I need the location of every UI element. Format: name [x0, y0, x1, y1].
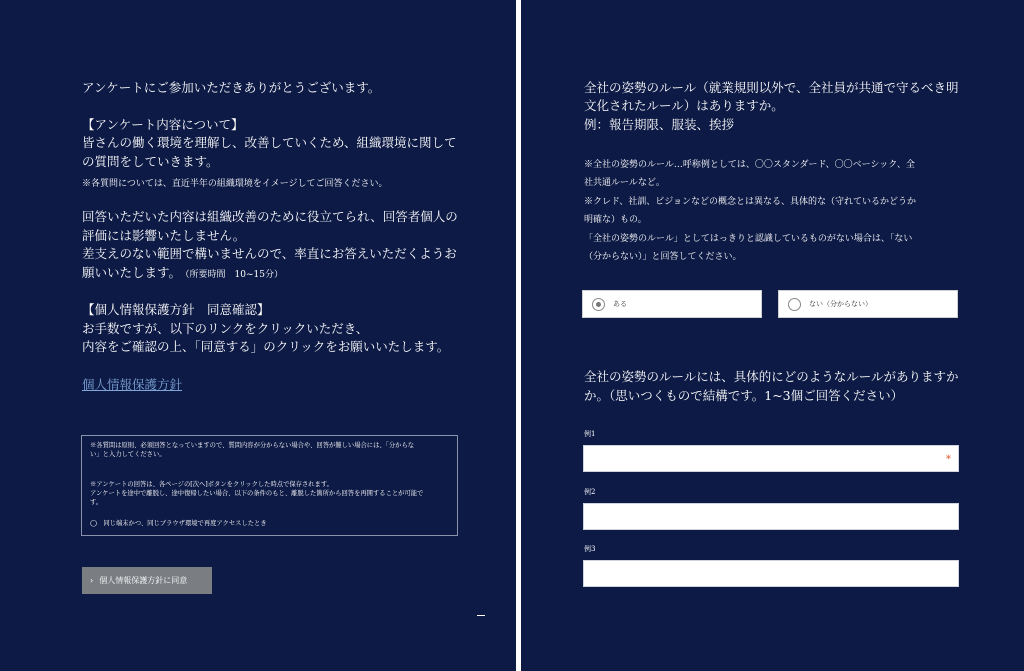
question-1-note: 明確な）もの。 [584, 215, 647, 225]
radio-option-label: ある [613, 300, 627, 308]
question-2-line: 全社の姿勢のルールには、具体的にどのようなルールがありますか [584, 369, 959, 384]
radio-unselected-icon [788, 298, 801, 311]
question-1-example: 例：報告期限、服装、挨拶 [584, 117, 735, 132]
question-1-note: 社共通ルールなど。 [584, 178, 665, 188]
privacy-policy-link[interactable]: 個人情報保護方針 [82, 377, 183, 392]
question-2-line: か。（思いつくもので結構です。1~3個ご回答ください） [584, 388, 904, 403]
privacy-heading: 【個人情報保護方針 同意確認】 [82, 302, 270, 317]
notice-box [81, 435, 458, 536]
question-1-line: 文化されたルール）はありますか。 [584, 98, 784, 113]
chevron-right-icon: › [90, 576, 94, 585]
question-1-note: ※クレド、社訓、ビジョンなどの概念とは異なる、具体的な（守れているかどうか [584, 197, 917, 207]
example-2-label: 例2 [584, 488, 596, 496]
agree-privacy-button[interactable] [82, 567, 212, 594]
about-note: ※各質問については、直近半年の組織環境をイメージしてご回答ください。 [82, 179, 388, 189]
answer-text: 願いいたします。 [82, 265, 182, 280]
required-mark: * [946, 454, 951, 465]
notice-line: ※各質問は原則、必須回答となっていますので、質問内容が分からない場合や、回答が難しい場合には、「分からな [90, 442, 415, 449]
answer-text-line: 回答いただいた内容は組織改善のために役立てられ、回答者個人の [82, 209, 458, 224]
question-1-note: （分からない）」と回答してください。 [584, 252, 742, 262]
example-2-input[interactable] [583, 503, 959, 530]
example-3-input[interactable] [583, 560, 959, 587]
agree-button-label: 個人情報保護方針に同意 [99, 576, 188, 585]
about-text-line: 皆さんの働く環境を理解し、改善していくため、組織環境に関して [82, 135, 457, 150]
notice-line: い」と入力してください。 [90, 451, 166, 458]
duration-text: （所要時間 10~15分） [185, 270, 283, 280]
notice-line: アンケートを途中で離脱し、途中復帰したい場合、以下の条件のもと、離脱した箇所から回答を再開することが可能で [90, 490, 424, 497]
privacy-text-line: お手数ですが、以下のリンクをクリックいただき、 [82, 321, 369, 336]
radio-selected-icon [592, 298, 605, 311]
about-heading: 【アンケート内容について】 [82, 117, 244, 132]
radio-option-yes[interactable] [582, 290, 762, 318]
answer-text-line: 差支えのない範囲で構いませんので、率直にお答えいただくようお [82, 246, 457, 261]
divider-mark [477, 615, 485, 616]
intro-text: アンケートにご参加いただきありがとうございます。 [82, 80, 381, 95]
notice-line: ◯ 同じ端末かつ、同じブラウザ環境で再度アクセスしたとき [90, 520, 267, 527]
example-3-label: 例3 [584, 545, 596, 553]
notice-line: す。 [90, 499, 103, 506]
radio-option-no[interactable] [778, 290, 958, 318]
notice-line: ※アンケートの回答は、各ページの[次へ]ボタンをクリックした時点で保存されます。 [90, 481, 333, 488]
question-1-line: 全社の姿勢のルール（就業規則以外で、全社員が共通で守るべき明 [584, 80, 959, 95]
radio-option-label: ない（分からない） [809, 300, 872, 308]
answer-text-line [82, 264, 283, 285]
example-1-input[interactable] [583, 445, 959, 472]
question-1-note: ※全社の姿勢のルール…呼称例としては、〇〇スタンダード、〇〇ベーシック、全 [584, 160, 915, 170]
example-1-label: 例1 [584, 430, 596, 438]
privacy-text-line: 内容をご確認の上、「同意する」のクリックをお願いいたします。 [82, 339, 450, 354]
answer-text-line: 評価には影響いたしません。 [82, 228, 246, 243]
question-1-note: 「全社の姿勢のルール」としてはっきりと認識しているものがない場合は、「ない [584, 234, 913, 244]
about-text-line: の質問をしていきます。 [82, 154, 219, 169]
